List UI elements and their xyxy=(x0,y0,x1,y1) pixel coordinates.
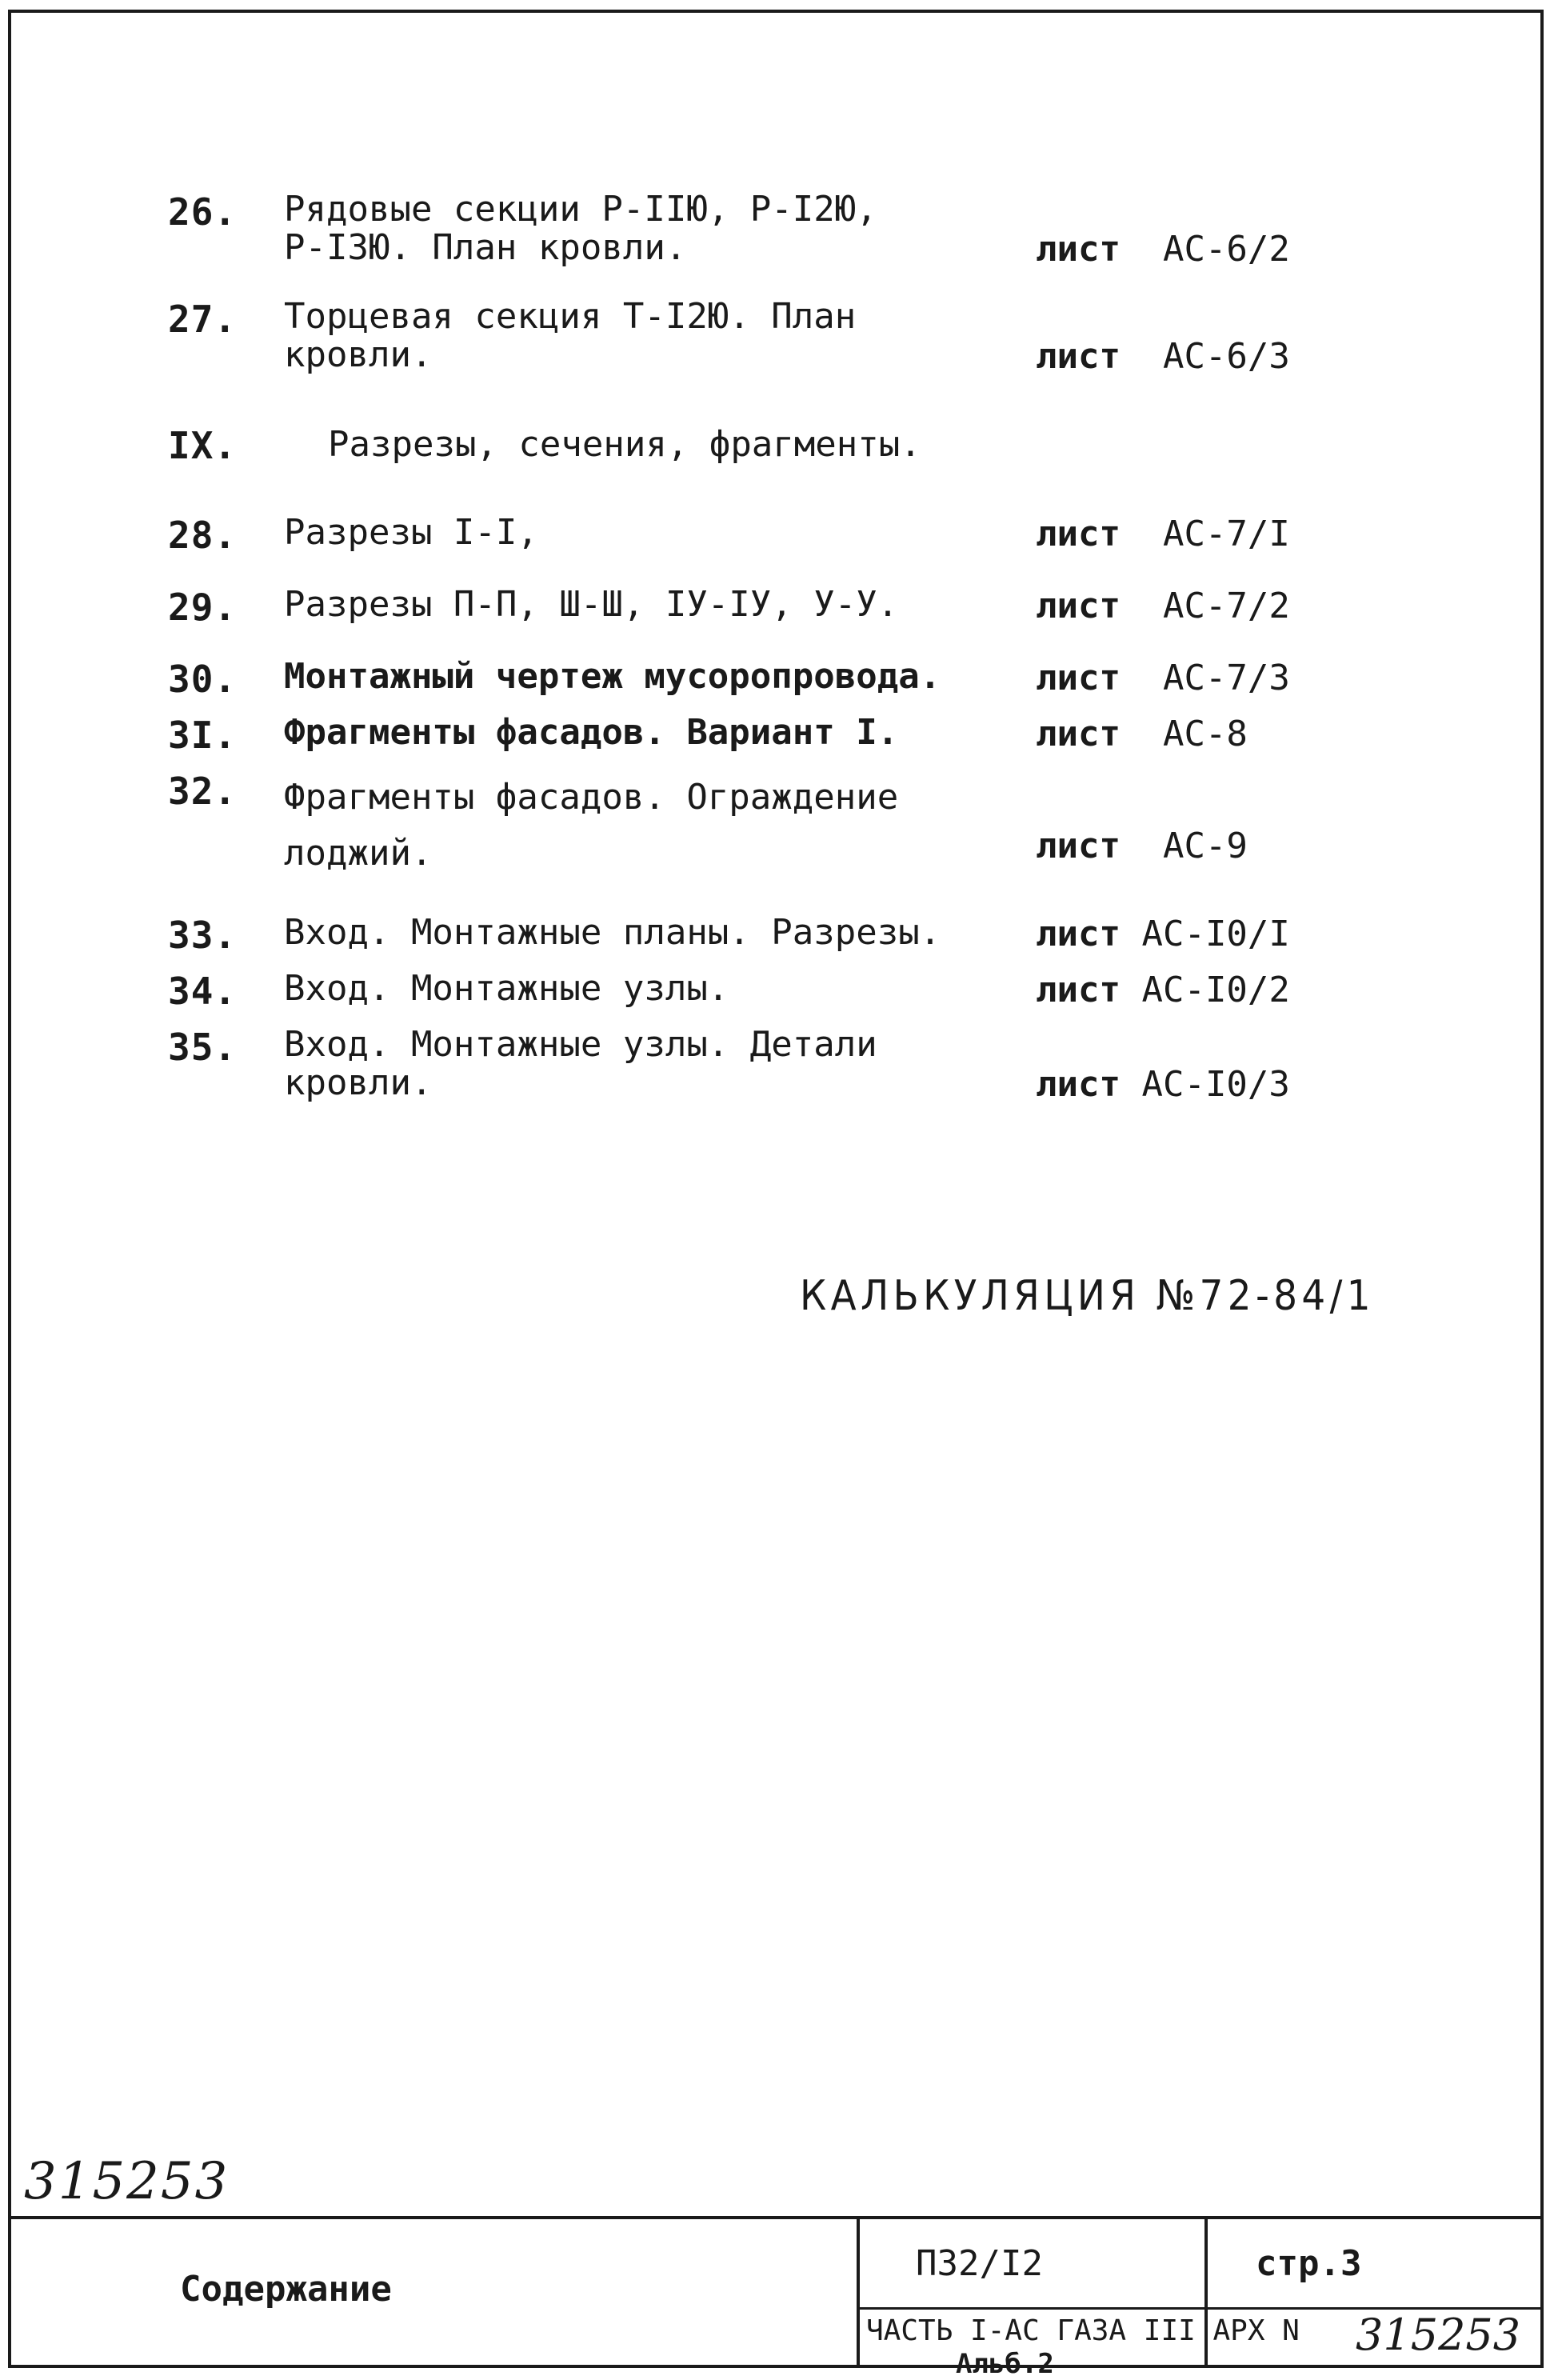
entry-sheet xyxy=(1036,229,1290,270)
sheet-label: лист xyxy=(1036,970,1121,1010)
entry-number: 30. xyxy=(168,658,238,701)
entry-sheet xyxy=(1036,826,1248,866)
section-title: Разрезы, сечения, фрагменты. xyxy=(328,424,921,465)
entry-title: Фрагменты фасадов. Вариант I. xyxy=(284,712,899,753)
sheet-code: АС-7/2 xyxy=(1162,586,1290,626)
document-name: Содержание xyxy=(180,2269,392,2310)
entry-title: Вход. Монтажные узлы. Детали кровли. xyxy=(284,1024,877,1103)
entry-title: Разрезы П-П, Ш-Ш, IУ-IУ, У-У. xyxy=(284,584,899,625)
entry-number: 34. xyxy=(168,970,238,1013)
entry-title: Вход. Монтажные узлы. xyxy=(284,968,729,1009)
archive-text: ЧАСТЬ I-АС ГАЗА III АРХ N xyxy=(866,2314,1300,2347)
sheet-code: АС-I0/2 xyxy=(1141,970,1290,1010)
sheet-code: АС-9 xyxy=(1162,826,1248,866)
entry-sheet xyxy=(1036,1064,1290,1105)
entry-number: 32. xyxy=(168,770,238,813)
entry-title: Рядовые секции Р-IIЮ, Р-I2Ю, Р-I3Ю. План кровли. xyxy=(284,189,877,268)
entry-title: Монтажный чертеж мусоропровода. xyxy=(284,656,941,697)
entry-number: 33. xyxy=(168,914,238,957)
album-label: Альб.2 xyxy=(956,2348,1054,2380)
sheet-label: лист xyxy=(1036,229,1121,270)
sheet-code: АС-6/2 xyxy=(1162,229,1290,270)
sheet-label: лист xyxy=(1036,714,1121,754)
entry-number: 35. xyxy=(168,1026,238,1069)
entry-sheet xyxy=(1036,914,1290,954)
entry-number: 3I. xyxy=(168,714,238,757)
sheet-label: лист xyxy=(1036,514,1121,554)
entry-sheet xyxy=(1036,336,1290,377)
sheet-label: лист xyxy=(1036,658,1121,698)
entry-sheet xyxy=(1036,970,1290,1010)
archive-number: 315253 xyxy=(1356,2310,1521,2360)
inventory-number-handwritten: 315253 xyxy=(24,2152,230,2211)
entry-number: 28. xyxy=(168,514,238,557)
entry-title: Вход. Монтажные планы. Разрезы. xyxy=(284,912,941,953)
calculation-stamp: КАЛЬКУЛЯЦИЯ №72-84/1 xyxy=(800,1272,1375,1320)
entry-number: 27. xyxy=(168,298,238,341)
sheet-label: лист xyxy=(1036,586,1121,626)
document-code: П32/I2 xyxy=(916,2243,1043,2284)
sheet-code: АС-I0/3 xyxy=(1141,1064,1290,1105)
entry-sheet xyxy=(1036,514,1290,554)
title-block-name-cell xyxy=(8,2219,860,2368)
entry-title: Торцевая секция Т-I2Ю. План кровли. xyxy=(284,296,857,375)
entry-sheet xyxy=(1036,658,1290,698)
sheet-label: лист xyxy=(1036,336,1121,377)
entry-title: Разрезы I-I, xyxy=(284,512,538,553)
section-number: IX. xyxy=(168,424,238,467)
entry-sheet xyxy=(1036,586,1290,626)
entry-number: 26. xyxy=(168,190,238,234)
entry-title: Фрагменты фасадов. Ограждение лоджий. xyxy=(284,777,899,874)
entry-number: 29. xyxy=(168,586,238,629)
sheet-label: лист xyxy=(1036,826,1121,866)
title-block xyxy=(8,2216,1544,2368)
sheet-code: АС-I0/I xyxy=(1141,914,1290,954)
sheet-label: лист xyxy=(1036,914,1121,954)
page-number: стр.3 xyxy=(1256,2243,1362,2284)
sheet-code: АС-6/3 xyxy=(1162,336,1290,377)
sheet-code: АС-7/3 xyxy=(1162,658,1290,698)
entry-sheet xyxy=(1036,714,1248,754)
sheet-code: АС-8 xyxy=(1162,714,1248,754)
sheet-code: АС-7/I xyxy=(1162,514,1290,554)
sheet-label: лист xyxy=(1036,1064,1121,1105)
